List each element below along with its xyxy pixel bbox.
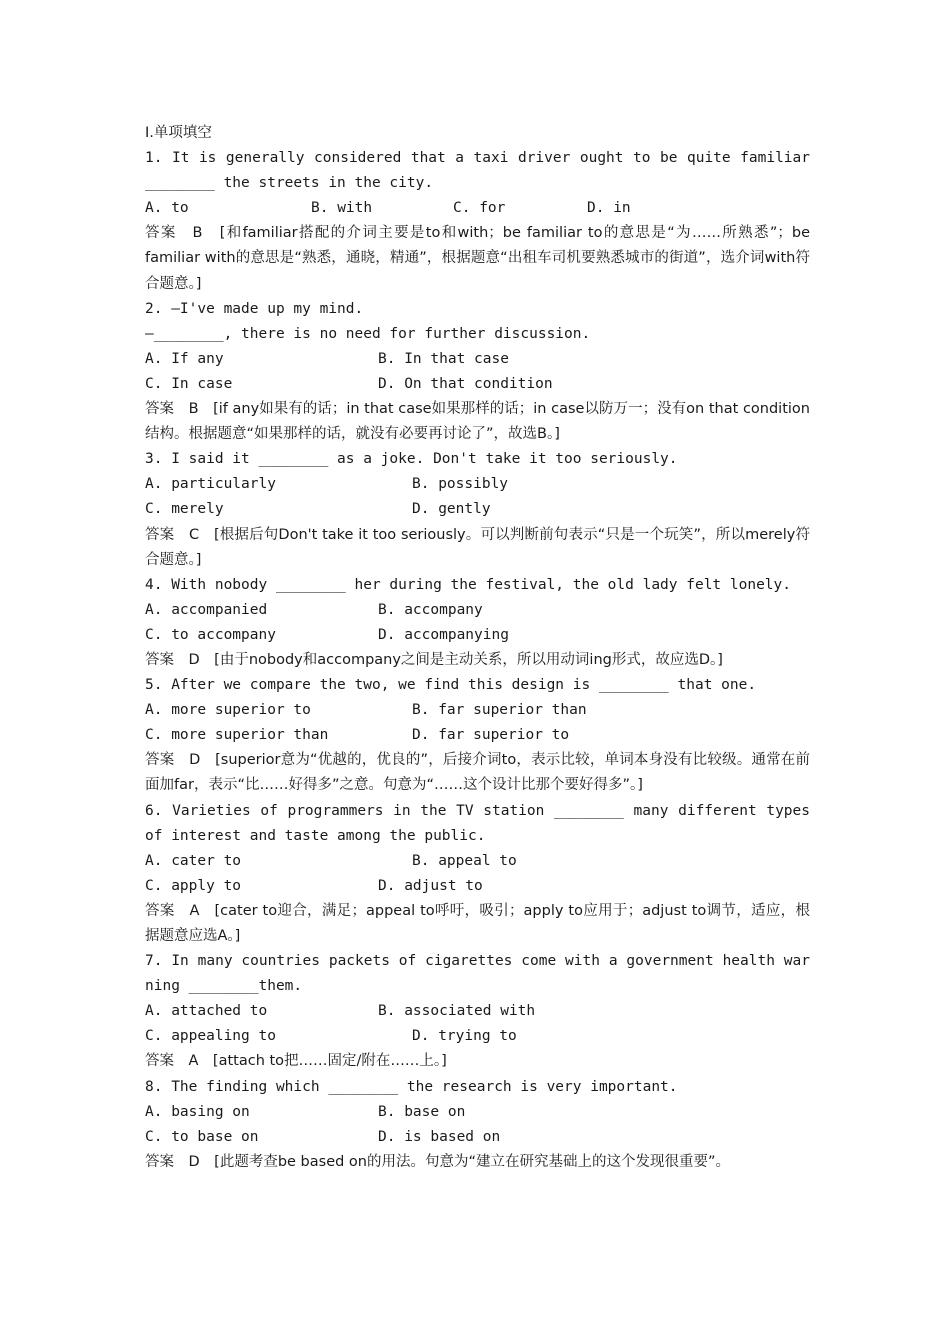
option-d: D. trying to bbox=[412, 1028, 517, 1045]
option-b: B. possibly bbox=[412, 476, 509, 493]
question-2-stem-line-2: —________, there is no need for further discussion. bbox=[145, 325, 591, 342]
option-c: C. merely bbox=[145, 501, 224, 518]
option-b: B. In that case bbox=[378, 350, 509, 367]
option-d: D. accompanying bbox=[378, 626, 509, 643]
question-6-stem: 6. Varieties of programmers in the TV station ________ many different types of interest and taste among the public. bbox=[145, 802, 810, 844]
option-a: A. If any bbox=[145, 350, 224, 367]
question-2-stem-line-1: 2. —I've made up my mind. bbox=[145, 300, 364, 317]
option-d: D. adjust to bbox=[378, 877, 483, 894]
option-c: C. apply to bbox=[145, 877, 242, 894]
option-b: B. base on bbox=[378, 1103, 466, 1120]
option-c: C. appealing to bbox=[145, 1028, 276, 1045]
question-4-options-row-1 bbox=[145, 598, 810, 623]
option-a: A. attached to bbox=[145, 1003, 268, 1020]
question-4-answer: 答案 D [由于nobody和accompany之间是主动关系，所以用动词ing形式，故应选D。] bbox=[145, 651, 723, 668]
option-a: A. basing on bbox=[145, 1103, 250, 1120]
option-b: B. accompany bbox=[378, 601, 483, 618]
option-b: B. far superior than bbox=[412, 702, 587, 719]
option-a: A. more superior to bbox=[145, 702, 311, 719]
option-b: B. with bbox=[311, 200, 373, 217]
option-c: C. to base on bbox=[145, 1128, 259, 1145]
option-d: D. On that condition bbox=[378, 375, 553, 392]
option-d: D. in bbox=[587, 200, 631, 217]
question-4-options-row-2 bbox=[145, 623, 810, 648]
option-a: A. to bbox=[145, 200, 189, 217]
option-a: A. accompanied bbox=[145, 601, 268, 618]
section-title: Ⅰ.单项填空 bbox=[145, 125, 212, 141]
question-7-options-row-1 bbox=[145, 999, 810, 1024]
question-1-answer: 答案 B [和familiar搭配的介词主要是to和with；be familiar to的意思是“为……所熟悉”；be familiar with的意思是“熟悉，通晓，精通”，根据题意“出租车司机要熟悉城市的街道”，选介词with符合题意。] bbox=[145, 225, 810, 292]
question-7-answer: 答案 A [attach to把……固定/附在……上。] bbox=[145, 1053, 447, 1070]
question-3-answer: 答案 C [根据后句Don't take it too seriously。可以判断前句表示“只是一个玩笑”，所以merely符合题意。] bbox=[145, 526, 810, 568]
question-2-options-row-1 bbox=[145, 347, 810, 372]
question-3-options-row-2 bbox=[145, 497, 810, 522]
option-c: C. for bbox=[453, 200, 506, 217]
document-page bbox=[145, 121, 810, 1175]
option-c: C. to accompany bbox=[145, 626, 276, 643]
question-3-options-row-1 bbox=[145, 472, 810, 497]
question-7-stem: 7. In many countries packets of cigarettes come with a government health warning ________them. bbox=[145, 953, 810, 995]
option-a: A. cater to bbox=[145, 852, 242, 869]
question-7-options-row-2 bbox=[145, 1024, 810, 1049]
question-6-answer: 答案 A [cater to迎合，满足；appeal to呼吁，吸引；apply to应用于；adjust to调节，适应，根据题意应选A。] bbox=[145, 902, 810, 944]
option-a: A. particularly bbox=[145, 476, 276, 493]
question-8-options-row-1 bbox=[145, 1100, 810, 1125]
question-3-stem: 3. I said it ________ as a joke. Don't take it too seriously. bbox=[145, 451, 678, 468]
option-c: C. more superior than bbox=[145, 727, 329, 744]
question-4-stem: 4. With nobody ________ her during the festival, the old lady felt lonely. bbox=[145, 576, 792, 593]
question-2-answer: 答案 B [if any如果有的话；in that case如果那样的话；in case以防万一；没有on that condition结构。根据题意“如果那样的话，就没有必要再讨论了”，故选B。] bbox=[145, 401, 810, 443]
question-5-answer: 答案 D [superior意为“优越的，优良的”，后接介词to，表示比较，单词本身没有比较级。通常在前面加far，表示“比……好得多”之意。句意为“……这个设计比那个要好得多”。] bbox=[145, 752, 810, 794]
question-5-options-row-1 bbox=[145, 698, 810, 723]
option-b: B. associated with bbox=[378, 1003, 536, 1020]
question-8-answer: 答案 D [此题考查be based on的用法。句意为“建立在研究基础上的这个发现很重要”。 bbox=[145, 1153, 731, 1170]
option-b: B. appeal to bbox=[412, 852, 517, 869]
option-d: D. gently bbox=[412, 501, 491, 518]
question-6-options-row-2 bbox=[145, 874, 810, 899]
question-6-options-row-1 bbox=[145, 849, 810, 874]
option-d: D. far superior to bbox=[412, 727, 570, 744]
option-c: C. In case bbox=[145, 375, 233, 392]
question-5-stem: 5. After we compare the two, we find this design is ________ that one. bbox=[145, 677, 757, 694]
question-8-options-row-2 bbox=[145, 1125, 810, 1150]
question-5-options-row-2 bbox=[145, 723, 810, 748]
question-8-stem: 8. The finding which ________ the research is very important. bbox=[145, 1078, 678, 1095]
question-1-options bbox=[145, 196, 810, 221]
option-d: D. is based on bbox=[378, 1128, 501, 1145]
question-1-stem: 1. It is generally considered that a taxi driver ought to be quite familiar ________ the streets in the city. bbox=[145, 150, 810, 192]
question-2-options-row-2 bbox=[145, 372, 810, 397]
